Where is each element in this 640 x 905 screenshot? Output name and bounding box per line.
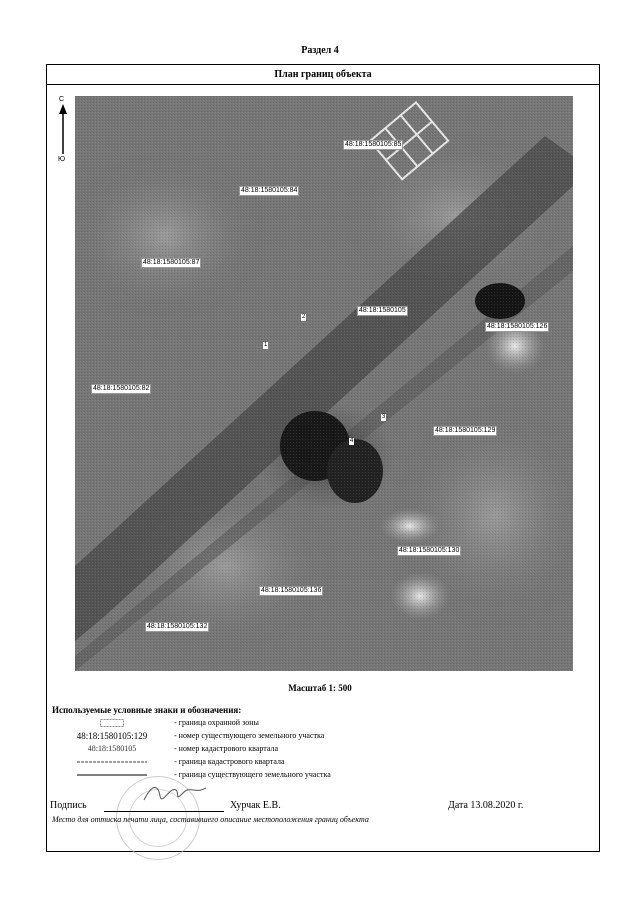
parcel-label: 48:18:1580105:130 xyxy=(399,547,460,554)
signer-name: Хурчак Е.В. xyxy=(230,800,281,811)
signature-date: Дата 13.08.2020 г. xyxy=(448,800,524,811)
north-label: С xyxy=(59,96,65,103)
point-label: 2 xyxy=(302,314,306,320)
signature-line xyxy=(104,811,224,812)
arrow-icon xyxy=(56,104,70,164)
parcel-label: 48:18:1580105:129 xyxy=(435,427,496,434)
legend-text: - граница кадастрового квартала xyxy=(174,757,285,766)
south-label: Ю xyxy=(58,156,66,163)
quarter-label: 48:18:1580105 xyxy=(359,307,406,314)
quarter-number-sample: 48:18:1580105 xyxy=(87,744,137,753)
quarter-boundary-symbol xyxy=(52,757,172,768)
parcel-label: 48:18:1580105:85 xyxy=(345,141,402,148)
north-arrow xyxy=(56,96,70,168)
signature-label: Подпись xyxy=(50,800,87,811)
point-label: 3 xyxy=(382,414,386,420)
plan-header: План границ объекта xyxy=(47,65,599,85)
parcel-number-sample: 48:18:1580105:129 xyxy=(76,731,148,741)
point-label: 1 xyxy=(264,342,268,348)
parcel-label: 48:18:1580105:87 xyxy=(143,259,200,266)
map-scale: Масштаб 1: 500 xyxy=(288,683,352,693)
section-title: Раздел 4 xyxy=(301,45,339,56)
legend-title: Используемые условные знаки и обозначения: xyxy=(52,705,242,715)
parcel-label: 48:18:1580105:132 xyxy=(147,623,208,630)
stamp-place-note: Место для оттиска печати лица, составившего описание местоположения границ объекта xyxy=(52,815,369,824)
point-label: 4 xyxy=(350,438,354,444)
legend-text: - номер кадастрового квартала xyxy=(174,744,279,753)
aerial-map xyxy=(75,96,573,671)
legend-text: - граница охранной зоны xyxy=(174,718,259,727)
parcel-label: 48:18:1580105:82 xyxy=(93,385,150,392)
legend-text: - номер существующего земельного участка xyxy=(174,731,325,740)
protection-zone-symbol xyxy=(52,718,172,730)
parcel-label: 48:18:1580105:126 xyxy=(487,323,548,330)
parcel-label: 48:18:1580105:136 xyxy=(261,587,322,594)
signature xyxy=(140,780,210,808)
legend-text: - граница существующего земельного участка xyxy=(174,770,331,779)
parcel-label: 48:18:1580105:84 xyxy=(241,187,298,194)
